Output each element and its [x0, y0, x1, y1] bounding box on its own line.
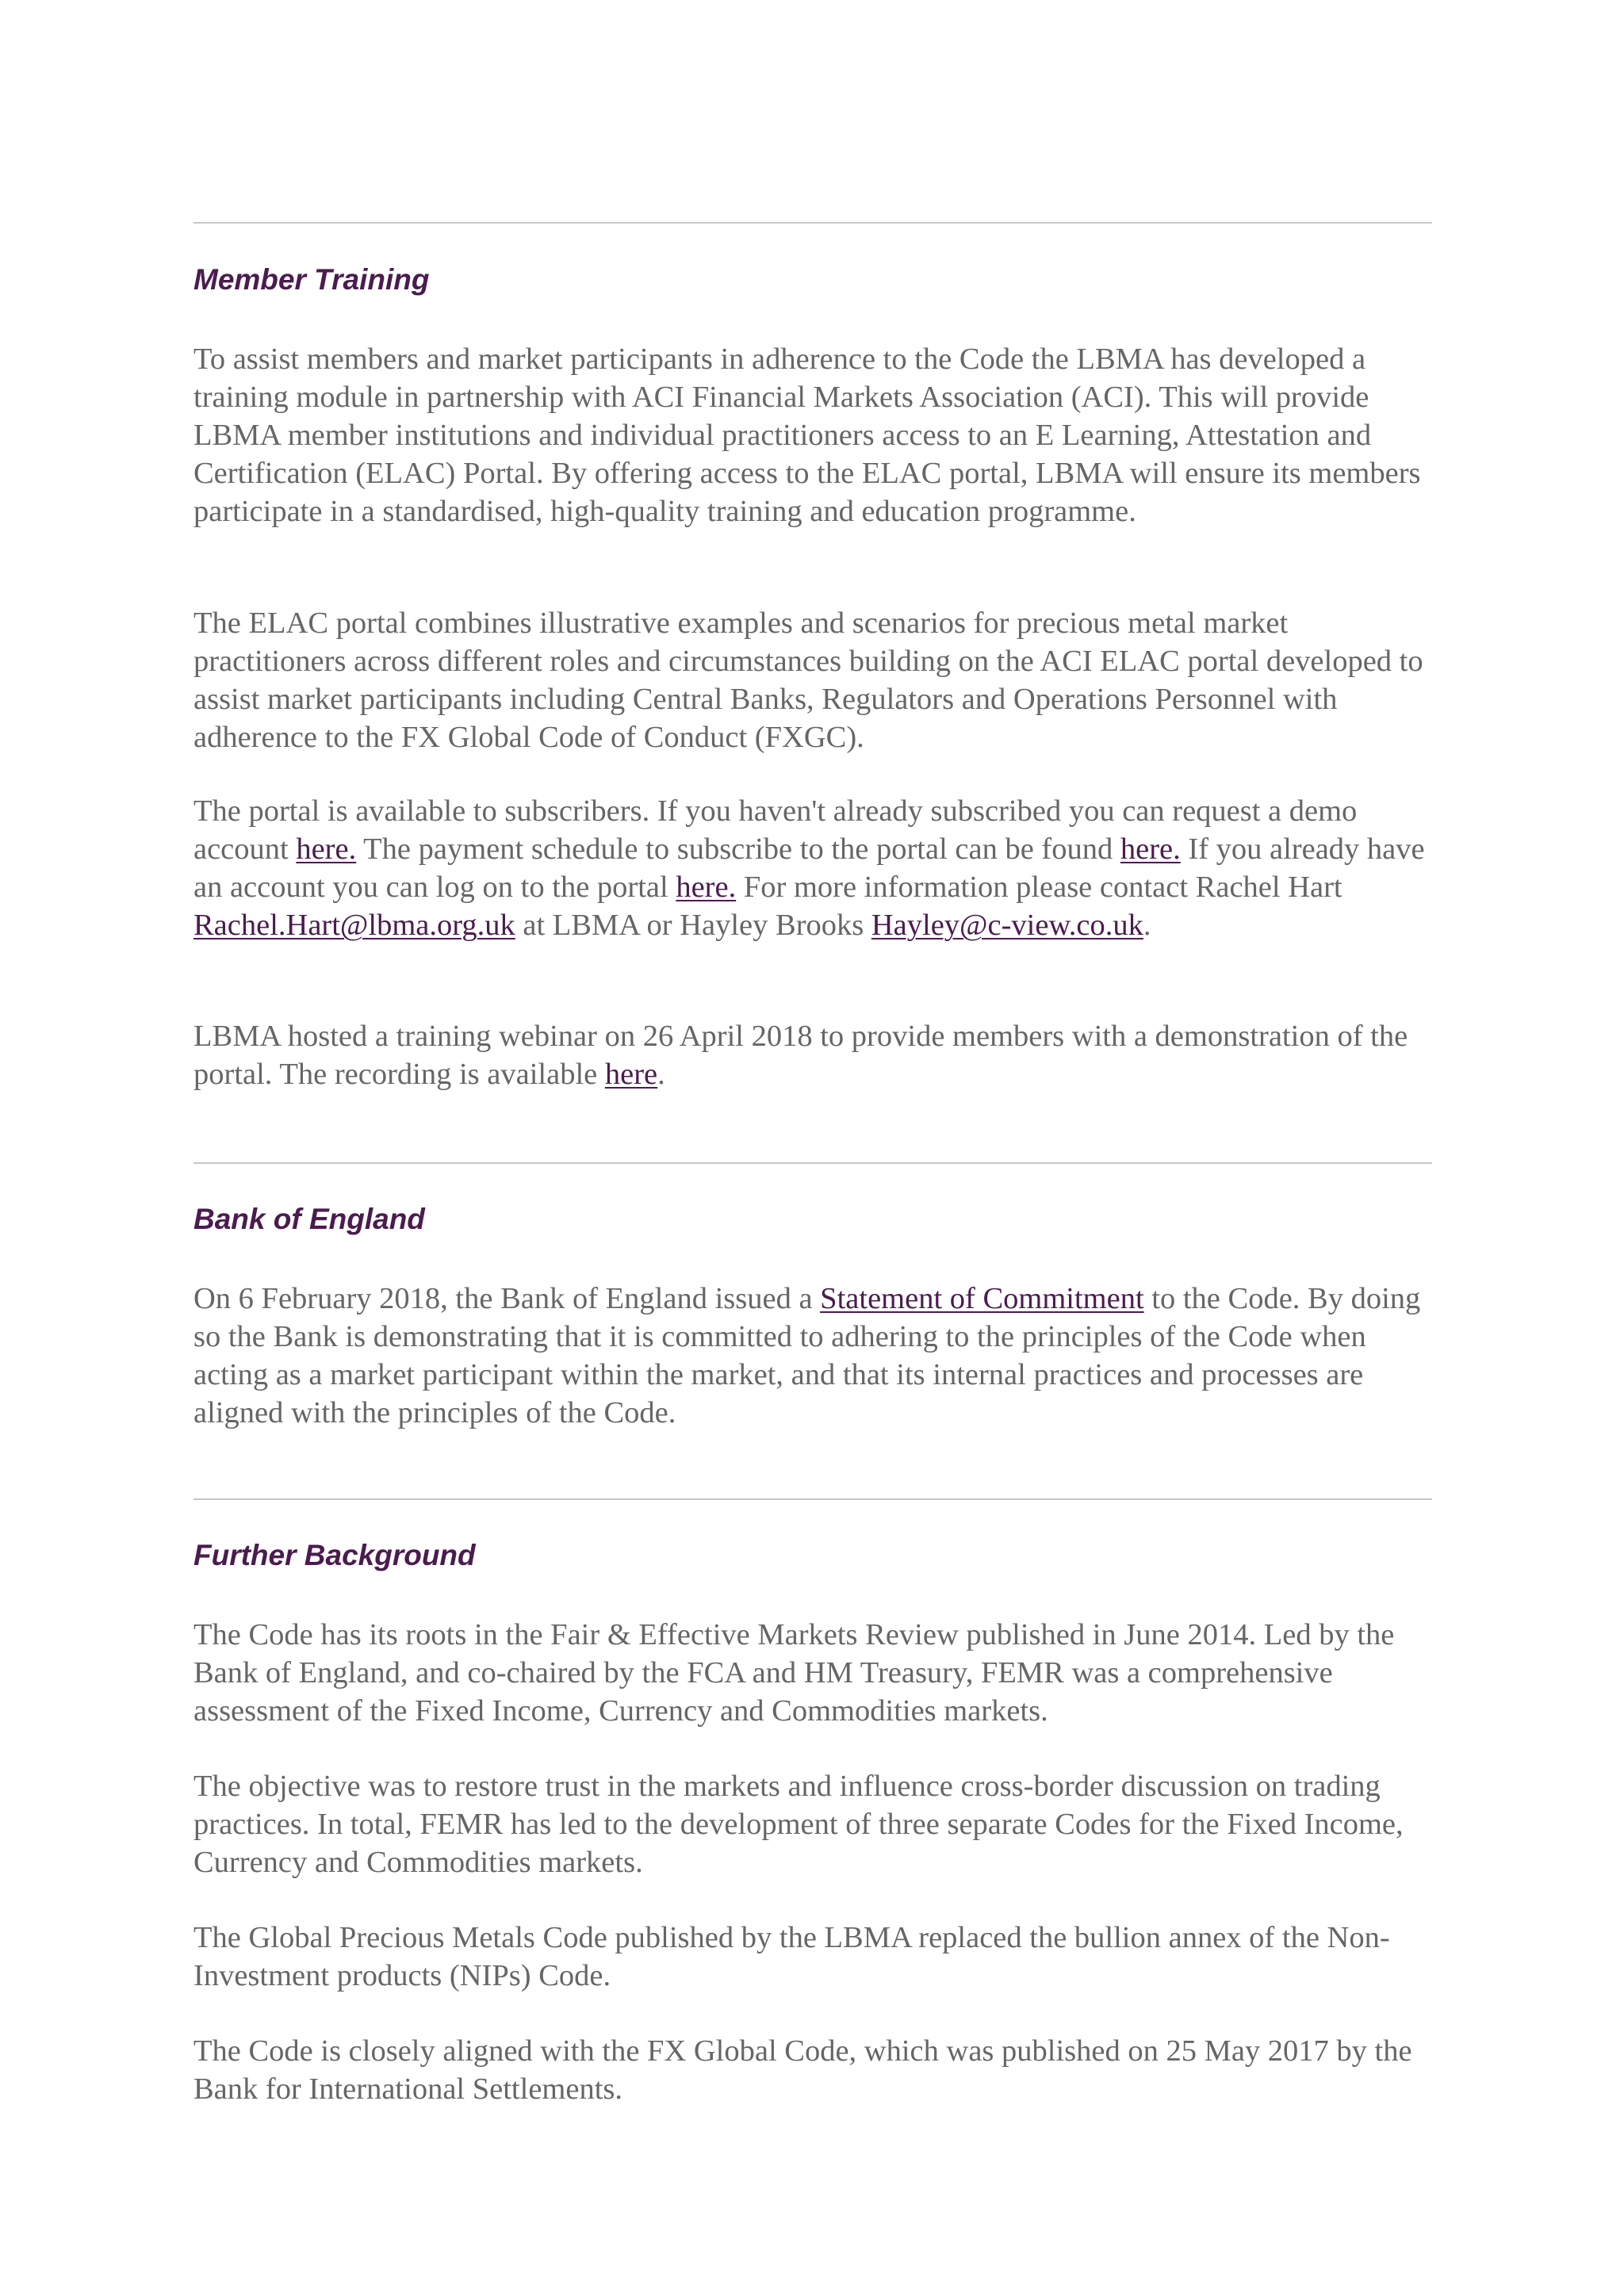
further-background-paragraph-1: The Code has its roots in the Fair & Effective Markets Review published in June 2014. Led by the Bank of England, and co-chaired by the FCA and HM Treasury, FEMR was a comprehensive assessment of the Fixed Income, Currency and Commodities markets. [193, 1618, 1395, 1728]
further-background-paragraph-2: The objective was to restore trust in the markets and influence cross-border discussion on trading practices. In total, FEMR has led to the development of three separate Codes for the Fixed Income, Currency and Commodities markets. [193, 1770, 1404, 1879]
text-run: LBMA hosted a training webinar on 26 April 2018 to provide members with a demonstration of the portal. The recording is available [193, 1020, 1408, 1091]
text-run: For more information please contact Rachel Hart [736, 871, 1342, 904]
section-divider [193, 1162, 1432, 1164]
section-divider [193, 222, 1432, 224]
bank-of-england-paragraph-1 [193, 1280, 1432, 1432]
payment-schedule-link[interactable]: here. [1120, 832, 1181, 866]
member-training-paragraph-1: To assist members and market participants in adherence to the Code the LBMA has developed a training module in partnership with ACI Financial Markets Association (ACI). This will provide LBMA member institutions and individual practitioners access to an E Learning, Attestation and Certification (ELAC) Portal. By offering access to the ELAC portal, LBMA will ensure its members participate in a standardised, high-quality training and education programme. [193, 342, 1421, 528]
demo-account-link[interactable]: here. [296, 832, 357, 866]
text-run: If you already have an account you can log on to the portal [193, 832, 1425, 904]
text-run: On 6 February 2018, the Bank of England issued a [193, 1282, 821, 1315]
member-training-paragraph-4 [193, 1017, 1432, 1093]
member-training-paragraph-2: The ELAC portal combines illustrative examples and scenarios for precious metal market practitioners across different roles and circumstances building on the ACI ELAC portal developed to assist market participants including Central Banks, Regulators and Operations Personnel with adherence to the FX Global Code of Conduct (FXGC). [193, 607, 1423, 754]
text-run: . [657, 1058, 665, 1091]
section-heading-further-background: Further Background [193, 1539, 476, 1571]
webinar-recording-link[interactable]: here [604, 1058, 658, 1091]
member-training-paragraph-3 [193, 792, 1432, 944]
text-run: to the Code. By doing so the Bank is demonstrating that it is committed to adhering to the principles of the Code when acting as a market participant within the market, and that its internal practices and processes are aligned with the principles of the Code. [193, 1282, 1421, 1429]
statement-of-commitment-link[interactable]: Statement of Commitment [820, 1282, 1144, 1315]
portal-login-link[interactable]: here. [676, 871, 737, 904]
further-background-paragraph-4: The Code is closely aligned with the FX Global Code, which was published on 25 May 2017 by the Bank for International Settlements. [193, 2034, 1412, 2106]
section-heading-member-training: Member Training [193, 263, 430, 296]
text-run: at LBMA or Hayley Brooks [515, 909, 871, 942]
text-run: The portal is available to subscribers. If you haven't already subscribed you can request a demo account [193, 794, 1358, 866]
rachel-hart-email-link[interactable]: Rachel.Hart@lbma.org.uk [193, 909, 515, 942]
section-divider [193, 1498, 1432, 1500]
hayley-brooks-email-link[interactable]: Hayley@c-view.co.uk [871, 909, 1143, 942]
further-background-paragraph-3: The Global Precious Metals Code published by the LBMA replaced the bullion annex of the Non-Investment products (NIPs) Code. [193, 1921, 1390, 1992]
text-run: The payment schedule to subscribe to the portal can be found [356, 832, 1120, 866]
text-run: . [1143, 909, 1151, 942]
section-heading-bank-of-england: Bank of England [193, 1203, 425, 1235]
